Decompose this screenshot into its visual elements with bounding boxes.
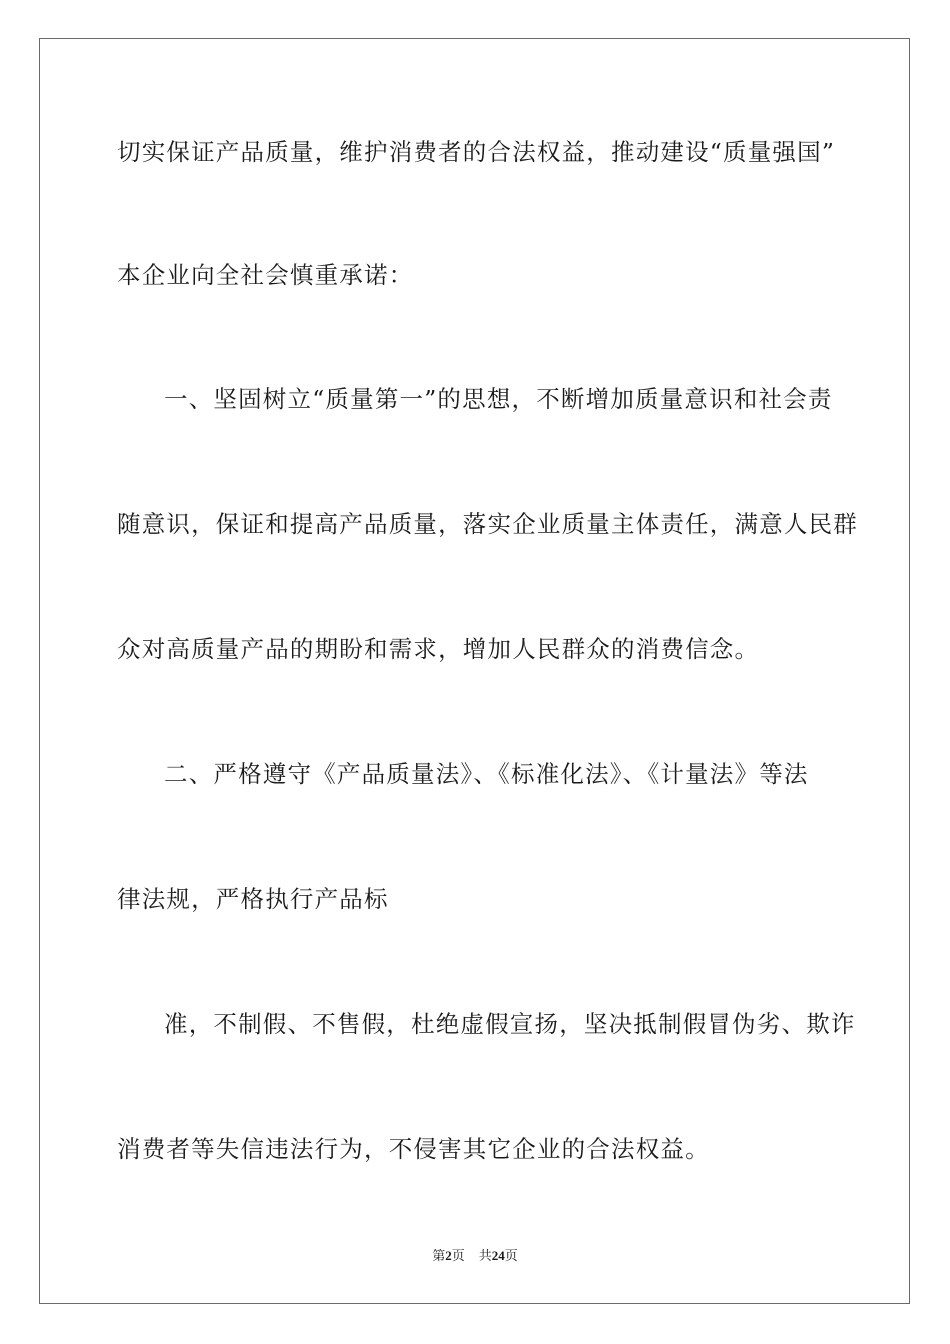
body-line-9: 消费者等失信违法行为，不侵害其它企业的合法权益。 <box>117 1135 710 1163</box>
body-line-5: 众对高质量产品的期盼和需求，增加人民群众的消费信念。 <box>117 635 760 663</box>
body-line-7: 律法规，严格执行产品标 <box>117 885 389 913</box>
body-line-6: 二、严格遵守《产品质量法》、《标准化法》、《计量法》等法 <box>164 760 809 788</box>
footer-total-prefix: 共 <box>478 1249 492 1264</box>
footer-total-suffix: 页 <box>504 1249 518 1264</box>
page-footer <box>0 1248 950 1265</box>
body-line-8: 准，不制假、不售假，杜绝虚假宣扬，坚决抵制假冒伪劣、欺诈 <box>164 1010 856 1038</box>
body-line-2: 本企业向全社会慎重承诺： <box>117 261 414 289</box>
footer-page-suffix: 页 <box>451 1249 465 1264</box>
page-border <box>39 38 910 1304</box>
footer-page-prefix: 第 <box>432 1249 446 1264</box>
body-line-4: 随意识，保证和提高产品质量，落实企业质量主体责任，满意人民群 <box>117 510 858 538</box>
body-line-1: 切实保证产品质量，维护消费者的合法权益，推动建设“质量强国” <box>117 138 836 166</box>
footer-total-number: 24 <box>491 1248 505 1263</box>
footer-page-number: 2 <box>445 1248 452 1263</box>
body-line-3: 一、坚固树立“质量第一”的思想，不断增加质量意识和社会责 <box>164 385 833 413</box>
